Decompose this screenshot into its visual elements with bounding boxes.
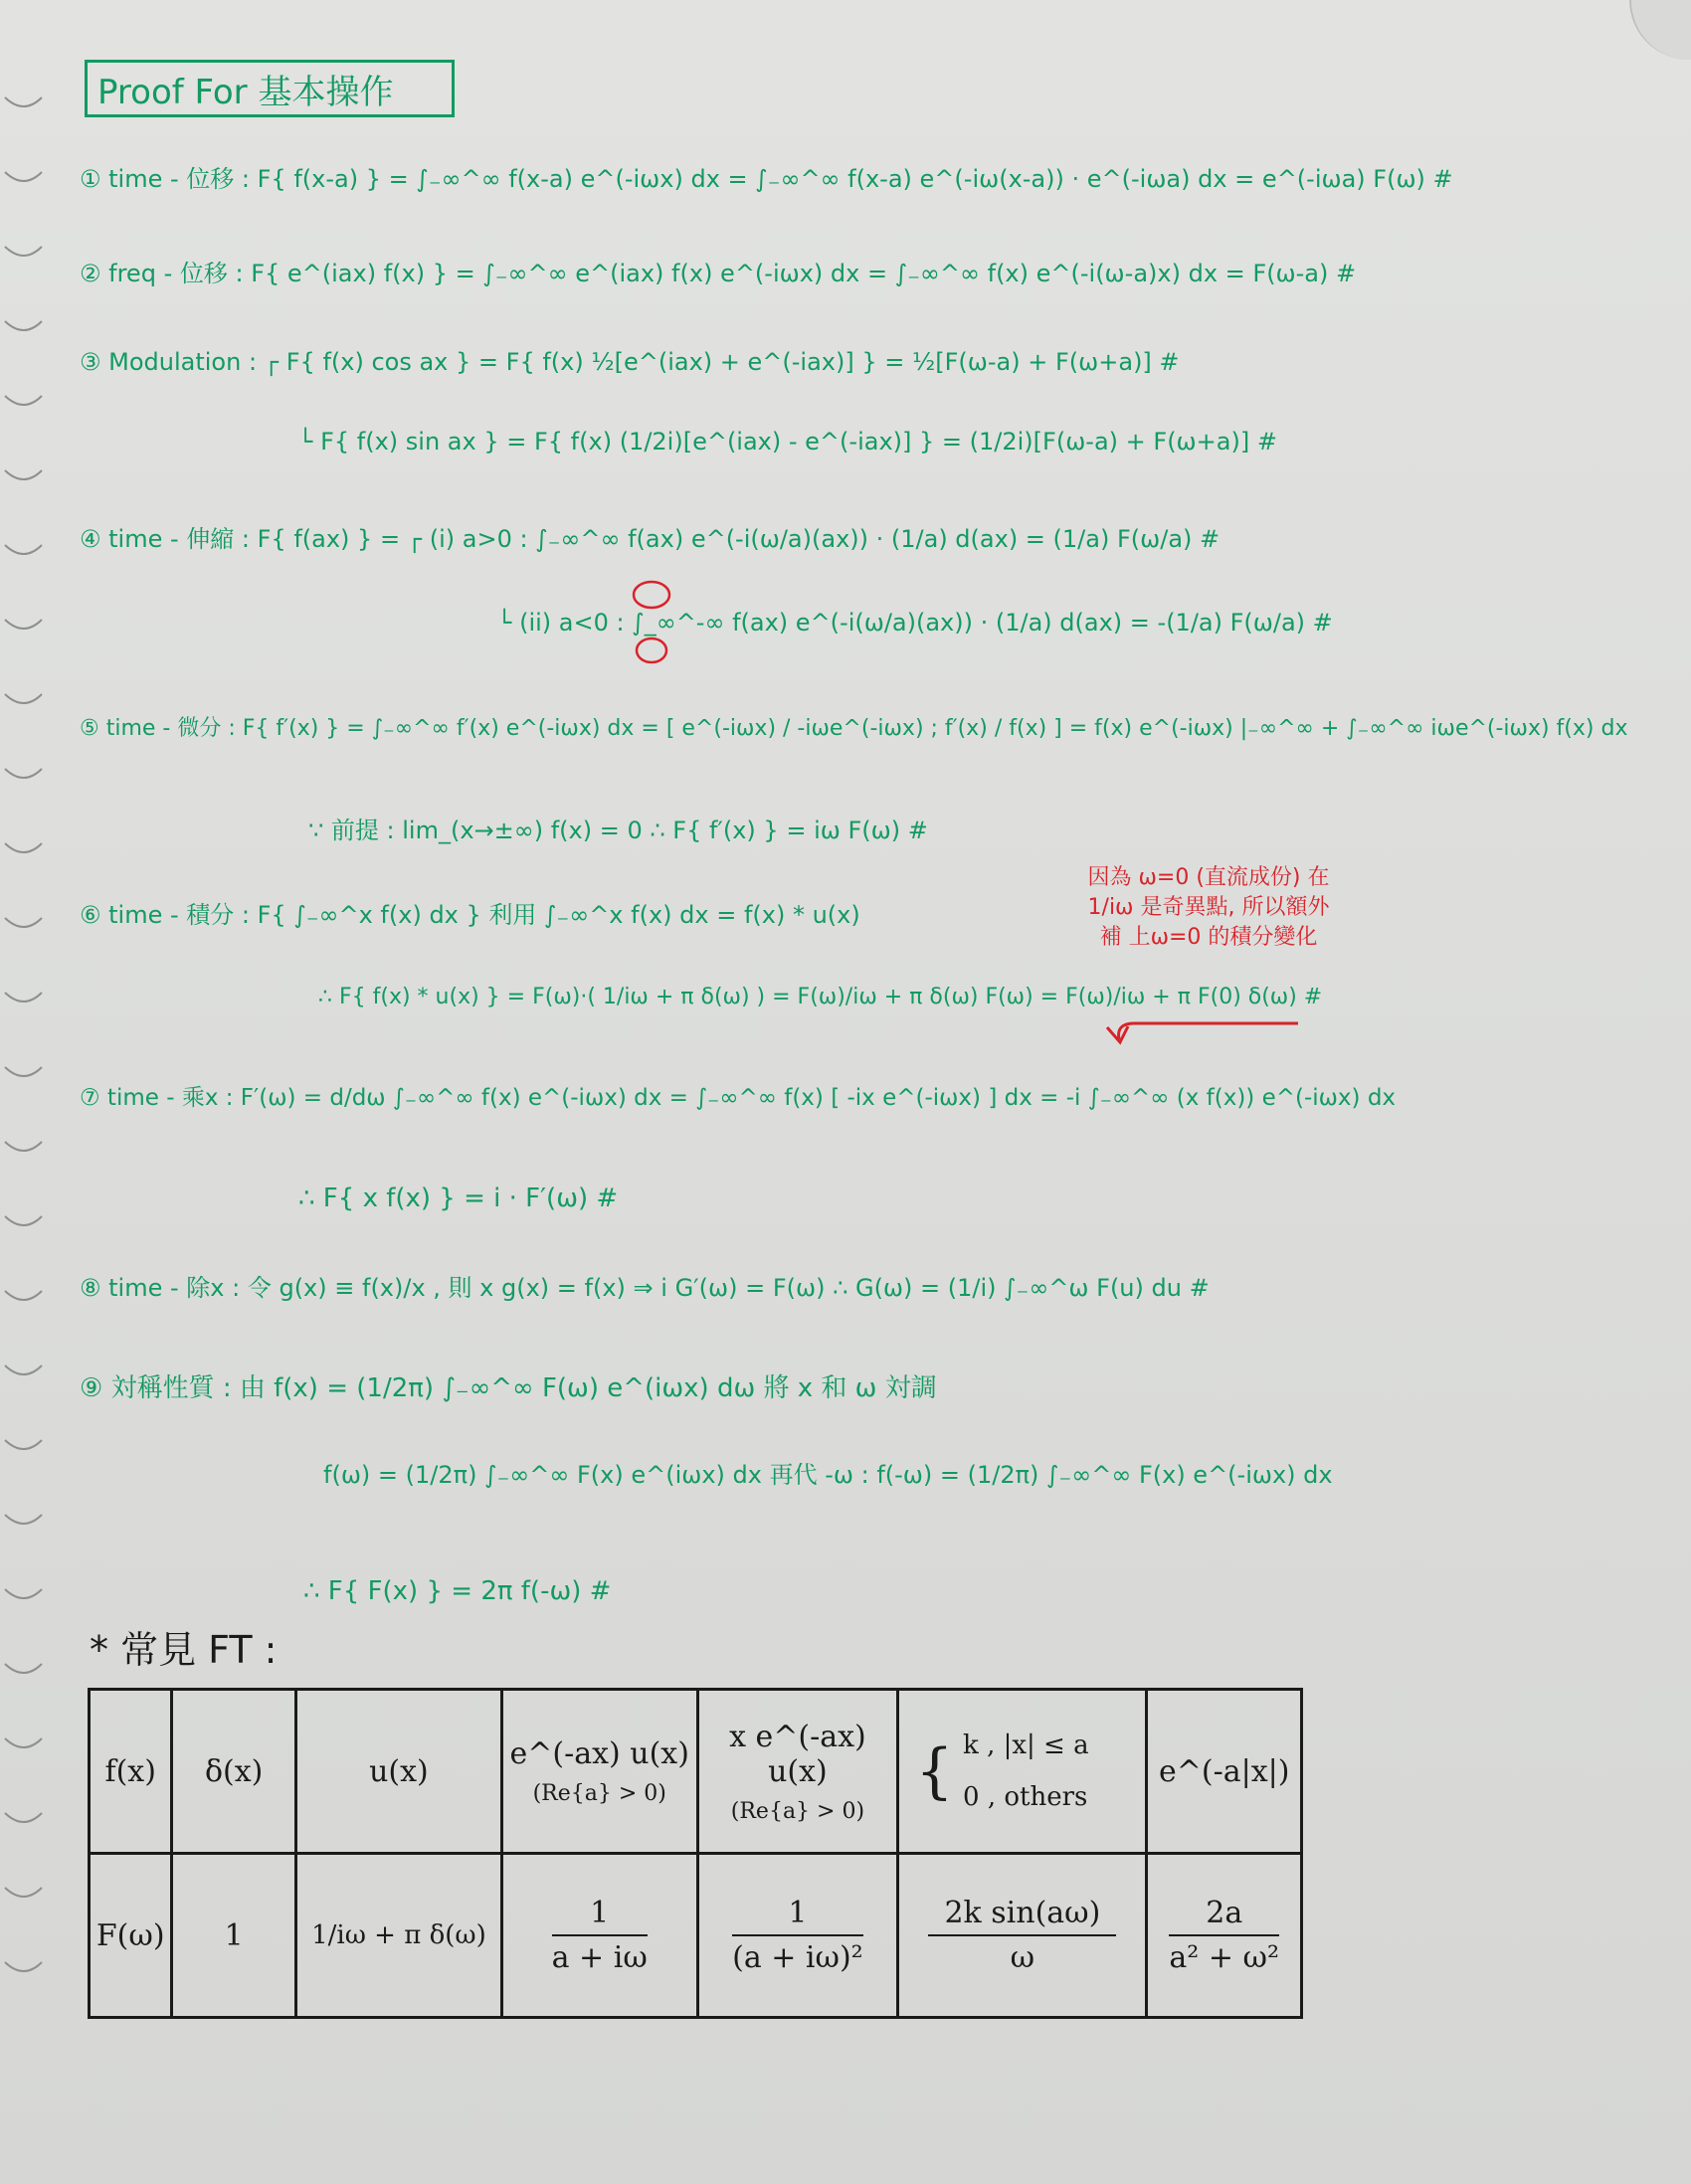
piecewise-case: 0 , others [963, 1782, 1088, 1812]
proof-symmetry-step: f(ω) = (1/2π) ∫₋∞^∞ F(x) e^(iωx) dx 再代 -ω : f(-ω) = (1/2π) ∫₋∞^∞ F(x) e^(-iωx) dx [323, 1461, 1333, 1489]
table-cell: 1 [172, 1854, 296, 2018]
fraction-numerator: 2k sin(aω) [928, 1896, 1116, 1936]
proof-time-shift: ① time - 位移 : F{ f(x-a) } = ∫₋∞^∞ f(x-a) e^(-iωx) dx = ∫₋∞^∞ f(x-a) e^(-iω(x-a)) · e^(-iωa) dx = e^(-iωa) F(ω) # [80, 165, 1453, 193]
proof-divide-x: ⑧ time - 除x : 令 g(x) ≡ f(x)/x , 則 x g(x) = f(x) ⇒ i G′(ω) = F(ω) ∴ G(ω) = (1/i) ∫₋∞^ω F(u) du # [80, 1274, 1210, 1302]
cell-value: x e^(-ax) u(x) [729, 1719, 866, 1789]
proof-differentiation-result: ∵ 前提 : lim_(x→±∞) f(x) = 0 ∴ F{ f′(x) } = iω F(ω) # [308, 817, 928, 844]
cell-value: e^(-ax) u(x) [509, 1736, 689, 1771]
fraction-numerator: 1 [732, 1896, 863, 1936]
proof-symmetry: ⑨ 対稱性質 : 由 f(x) = (1/2π) ∫₋∞^∞ F(ω) e^(iωx) dω 將 x 和 ω 対調 [80, 1373, 937, 1403]
table-cell: F(ω) [90, 1854, 172, 2018]
proof-multiply-x-result: ∴ F{ x f(x) } = i · F′(ω) # [298, 1183, 619, 1213]
table-row [90, 1854, 1302, 2018]
table-cell: δ(x) [172, 1690, 296, 1854]
fraction-numerator: 2a [1169, 1896, 1279, 1936]
proof-multiply-x: ⑦ time - 乘x : F′(ω) = d/dω ∫₋∞^∞ f(x) e^(-iωx) dx = ∫₋∞^∞ f(x) [ -ix e^(-iωx) ] dx = -i ∫₋∞^∞ (x f(x)) e^(-iωx) dx [80, 1085, 1397, 1111]
fraction-denominator: a + iω [551, 1940, 648, 1975]
proof-differentiation: ⑤ time - 微分 : F{ f′(x) } = ∫₋∞^∞ f′(x) e^(-iωx) dx = [ e^(-iωx) / -iωe^(-iωx) ; f′(x) / f(x) ] = f(x) e^(-iωx) |₋∞^∞ + ∫₋∞^∞ iωe^(-iωx) f(x) dx [80, 716, 1628, 741]
table-cell: 1/iω + π δ(ω) [295, 1854, 501, 2018]
table-cell: u(x) [295, 1690, 501, 1854]
proof-integration: ⑥ time - 積分 : F{ ∫₋∞^x f(x) dx } 利用 ∫₋∞^x f(x) dx = f(x) * u(x) [80, 901, 860, 929]
proof-scaling-negative: └ (ii) a<0 : ∫_∞^-∞ f(ax) e^(-i(ω/a)(ax)) · (1/a) d(ax) = -(1/a) F(ω/a) # [497, 609, 1333, 637]
table-cell [898, 1690, 1147, 1854]
proof-modulation-cos: ③ Modulation : ┌ F{ f(x) cos ax } = F{ f(x) ½[e^(iax) + e^(-iax)] } = ½[F(ω-a) + F(ω+a)] # [80, 348, 1180, 376]
table-cell: f(x) [90, 1690, 172, 1854]
common-ft-table [88, 1688, 1303, 2019]
fraction-denominator: ω [1010, 1940, 1035, 1975]
fraction-numerator: 1 [552, 1896, 648, 1936]
proof-scaling-positive: ④ time - 伸縮 : F{ f(ax) } = ┌ (i) a>0 : ∫₋∞^∞ f(ax) e^(-i(ω/a)(ax)) · (1/a) d(ax) = (1/a) F(ω/a) # [80, 525, 1221, 553]
common-ft-heading: * 常見 FT : [90, 1628, 278, 1672]
proof-freq-shift: ② freq - 位移 : F{ e^(iax) f(x) } = ∫₋∞^∞ e^(iax) f(x) e^(-iωx) dx = ∫₋∞^∞ f(x) e^(-i(ω-a)x) dx = F(ω-a) # [80, 260, 1357, 287]
table-cell [697, 1690, 898, 1854]
fraction-denominator: (a + iω)² [732, 1940, 863, 1975]
table-cell [501, 1854, 697, 2018]
proof-modulation-sin: └ F{ f(x) sin ax } = F{ f(x) (1/2i)[e^(iax) - e^(-iax)] } = (1/2i)[F(ω-a) + F(ω+a)] # [298, 428, 1277, 455]
cell-condition: (Re{a} > 0) [532, 1781, 666, 1806]
table-cell: e^(-a|x|) [1147, 1690, 1302, 1854]
table-row [90, 1690, 1302, 1854]
proof-symmetry-result: ∴ F{ F(x) } = 2π f(-ω) # [303, 1576, 612, 1606]
table-cell [501, 1690, 697, 1854]
proof-integration-result: ∴ F{ f(x) * u(x) } = F(ω)·( 1/iω + π δ(ω) ) = F(ω)/iω + π δ(ω) F(ω) = F(ω)/iω + π F(0) δ(ω) # [318, 985, 1323, 1009]
piecewise-brace: { [915, 1736, 954, 1806]
table-cell [898, 1854, 1147, 2018]
table-cell [1147, 1854, 1302, 2018]
piecewise-case: k , |x| ≤ a [963, 1730, 1089, 1760]
fraction-denominator: a² + ω² [1169, 1940, 1280, 1975]
table-cell [697, 1854, 898, 2018]
cell-condition: (Re{a} > 0) [730, 1798, 865, 1824]
dc-component-note: 因為 ω=0 (直流成份) 在 1/iω 是奇異點, 所以額外補 上ω=0 的積分變化 [1087, 865, 1330, 950]
page-title: Proof For 基本操作 [85, 60, 455, 117]
